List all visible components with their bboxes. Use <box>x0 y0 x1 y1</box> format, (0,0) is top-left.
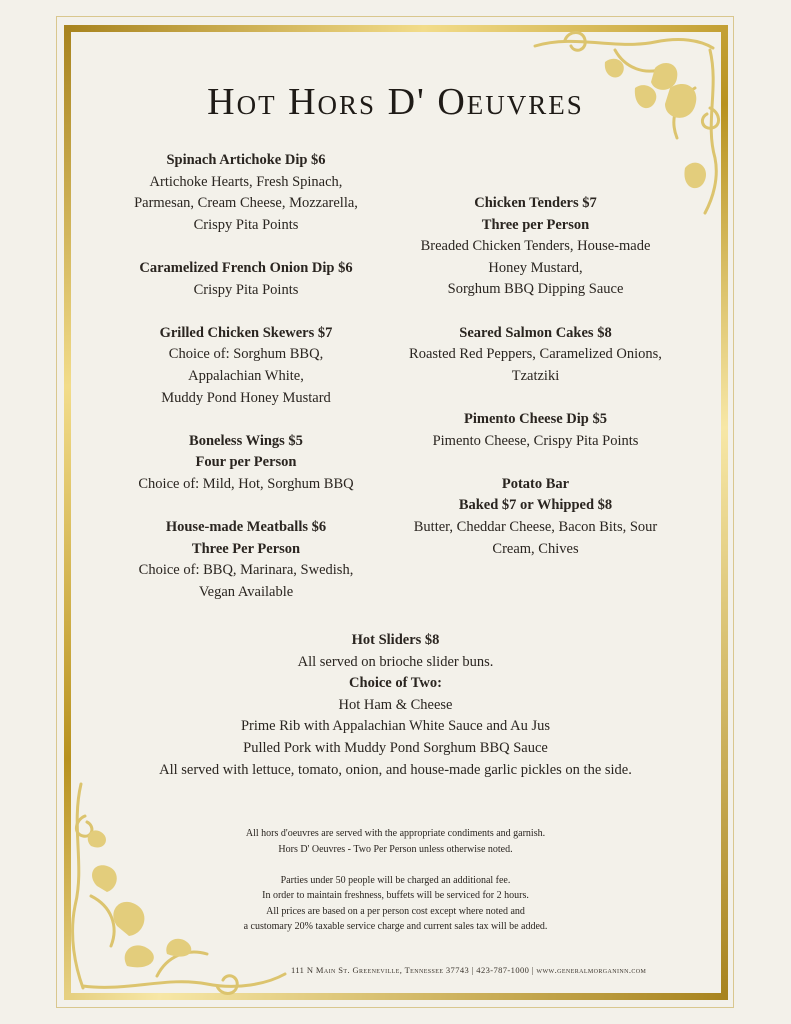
menu-item-name: Potato Bar <box>501 475 570 492</box>
menu-item-name: Pimento Cheese Dip $5 <box>464 410 607 427</box>
menu-item <box>110 150 382 236</box>
menu-item-description: Choice of: BBQ, Marinara, Swedish, <box>138 562 354 579</box>
menu-item <box>393 323 678 388</box>
menu-item-name: Caramelized French Onion Dip $6 <box>139 259 353 276</box>
menu-item-description: Breaded Chicken Tenders, House-made <box>420 238 651 255</box>
sliders-section <box>100 630 691 781</box>
menu-item-subtitle: Four per Person <box>195 454 297 471</box>
menu-item-name: House-made Meatballs $6 <box>165 519 327 536</box>
menu-item-description: Crispy Pita Points <box>193 216 299 233</box>
menu-item-subtitle: Three per Person <box>481 216 590 233</box>
note-line: a customary 20% taxable service charge and current sales tax will be added. <box>243 921 548 932</box>
menu-item-name: Spinach Artichoke Dip $6 <box>166 152 326 168</box>
note-line: In order to maintain freshness, buffets will be serviced for 2 hours. <box>262 890 529 901</box>
sliders-closing: All served with lettuce, tomato, onion, and house-made garlic pickles on the side. <box>159 761 632 778</box>
menu-item <box>393 193 678 301</box>
menu-item-description: Cream, Chives <box>492 540 579 557</box>
menu-item <box>393 474 678 560</box>
menu-item-description: Choice of: Sorghum BBQ, <box>168 346 324 363</box>
menu-item <box>393 409 678 452</box>
menu-item <box>110 258 382 301</box>
menu-item <box>110 323 382 409</box>
page-title: Hot Hors D' Oeuvres <box>207 81 584 123</box>
note-line: All hors d'oeuvres are served with the appropriate condiments and garnish. <box>245 828 546 839</box>
sliders-name: Hot Sliders $8 <box>351 632 440 648</box>
footer-contact: 111 N Main St. Greeneville, Tennessee 37743 | 423-787-1000 | www.generalmorganinn.com <box>291 965 647 975</box>
menu-item-description: Parmesan, Cream Cheese, Mozzarella, <box>134 195 358 212</box>
left-menu-column <box>110 150 382 625</box>
menu-item-subtitle: Three Per Person <box>191 540 301 557</box>
menu-item-description: Crispy Pita Points <box>193 281 299 298</box>
menu-item-description: Appalachian White, <box>188 367 304 384</box>
menu-item-name: Seared Salmon Cakes $8 <box>459 324 612 341</box>
sliders-option: Prime Rib with Appalachian White Sauce and Au Jus <box>240 718 551 735</box>
menu-item-name: Grilled Chicken Skewers $7 <box>159 324 333 341</box>
right-menu-column <box>393 193 678 582</box>
menu-item-description: Roasted Red Peppers, Caramelized Onions, <box>409 346 662 363</box>
menu-item-description: Artichoke Hearts, Fresh Spinach, <box>149 173 343 190</box>
note-line: Parties under 50 people will be charged an additional fee. <box>280 874 511 886</box>
sliders-option: Hot Ham & Cheese <box>338 696 453 713</box>
menu-item-description: Sorghum BBQ Dipping Sauce <box>447 281 624 298</box>
menu-item-description: Muddy Pond Honey Mustard <box>161 389 331 406</box>
menu-item <box>110 431 382 496</box>
menu-item <box>110 517 382 603</box>
note-line: Hors D' Oeuvres - Two Per Person unless otherwise noted. <box>278 843 513 855</box>
sliders-option: Pulled Pork with Muddy Pond Sorghum BBQ Sauce <box>243 739 548 756</box>
sliders-choice-label: Choice of Two: <box>349 675 442 692</box>
menu-item-description: Pimento Cheese, Crispy Pita Points <box>432 432 639 449</box>
menu-item-description: Choice of: Mild, Hot, Sorghum BBQ <box>138 475 354 492</box>
menu-item-description: Butter, Cheddar Cheese, Bacon Bits, Sour <box>413 518 658 535</box>
menu-item-name: Boneless Wings $5 <box>189 432 303 449</box>
policy-notes <box>150 826 641 935</box>
sliders-intro: All served on brioche slider buns. <box>297 653 494 670</box>
menu-item-description: Honey Mustard, <box>488 259 583 276</box>
menu-item-name: Chicken Tenders $7 <box>474 195 597 211</box>
menu-item-description: Tzatziki <box>511 367 560 384</box>
note-line: All prices are based on a per person cost except where noted and <box>266 905 525 917</box>
menu-item-description: Vegan Available <box>198 583 294 600</box>
menu-item-subtitle: Baked $7 or Whipped $8 <box>458 497 613 514</box>
